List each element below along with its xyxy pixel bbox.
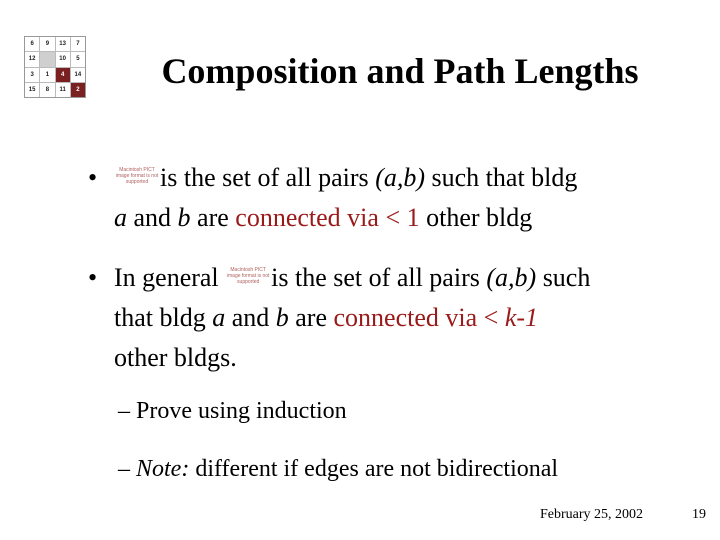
- unsupported-image-placeholder: Macintosh PICT image format is not supported: [226, 267, 270, 286]
- bullet-text: such that bldg: [425, 163, 578, 192]
- var-a: a: [114, 203, 127, 232]
- note-text: different if edges are not bidirectional: [189, 456, 559, 482]
- highlight-text: k-1: [504, 303, 539, 332]
- bullet-text: that bldg: [114, 303, 213, 332]
- var-b: b: [177, 203, 191, 232]
- logo-cell: 7: [71, 37, 85, 51]
- bullet-text: other bldgs.: [114, 343, 237, 372]
- logo-cell: 15: [25, 83, 39, 97]
- bullet-text: and: [127, 203, 178, 232]
- var-a: a: [212, 303, 226, 332]
- bullet-marker: •: [88, 163, 98, 192]
- bullet-text: such: [536, 263, 591, 292]
- logo-cell: [40, 52, 54, 66]
- unsupported-image-placeholder: Macintosh PICT image format is not supported: [115, 167, 159, 186]
- sub-bullet-note: [118, 456, 558, 483]
- bullet-text: are: [288, 303, 334, 332]
- logo-cell: 1: [40, 68, 54, 82]
- logo-cell: 4: [56, 68, 70, 82]
- sub-bullet-induction: – Prove using induction: [118, 398, 347, 424]
- page-number: 19: [692, 507, 706, 522]
- bullet-text: is the set of all pairs: [271, 263, 487, 292]
- pair-text: (a,b): [486, 263, 537, 292]
- bullet-text: is the set of all pairs: [160, 163, 376, 192]
- logo-cell: 10: [56, 52, 70, 66]
- highlight-text: connected via < 1: [235, 203, 420, 232]
- var-b: b: [275, 303, 289, 332]
- bullet-2: [88, 258, 704, 378]
- footer-date: February 25, 2002: [540, 507, 644, 522]
- logo-cell: 2: [71, 83, 85, 97]
- logo-cell: 12: [25, 52, 39, 66]
- logo-cell: 6: [25, 37, 39, 51]
- logo-cell: 8: [40, 83, 54, 97]
- note-label: Note:: [136, 456, 190, 482]
- logo-cell: 14: [71, 68, 85, 82]
- building-grid-logo: [24, 36, 86, 98]
- logo-cell: 3: [25, 68, 39, 82]
- logo-cell: 11: [56, 83, 70, 97]
- highlight-text: connected via <: [333, 303, 505, 332]
- bullet-1: [88, 158, 704, 238]
- bullet-text: and: [225, 303, 276, 332]
- logo-cell: 9: [40, 37, 54, 51]
- bullet-text: In general: [114, 263, 226, 292]
- bullet-marker: •: [88, 263, 98, 292]
- logo-cell: 13: [56, 37, 70, 51]
- sub-dash: –: [118, 456, 136, 482]
- slide-title: Composition and Path Lengths: [161, 51, 639, 91]
- logo-cell: 5: [71, 52, 85, 66]
- pair-text: (a,b): [375, 163, 426, 192]
- bullet-text: other bldg: [419, 203, 533, 232]
- bullet-text: are: [190, 203, 236, 232]
